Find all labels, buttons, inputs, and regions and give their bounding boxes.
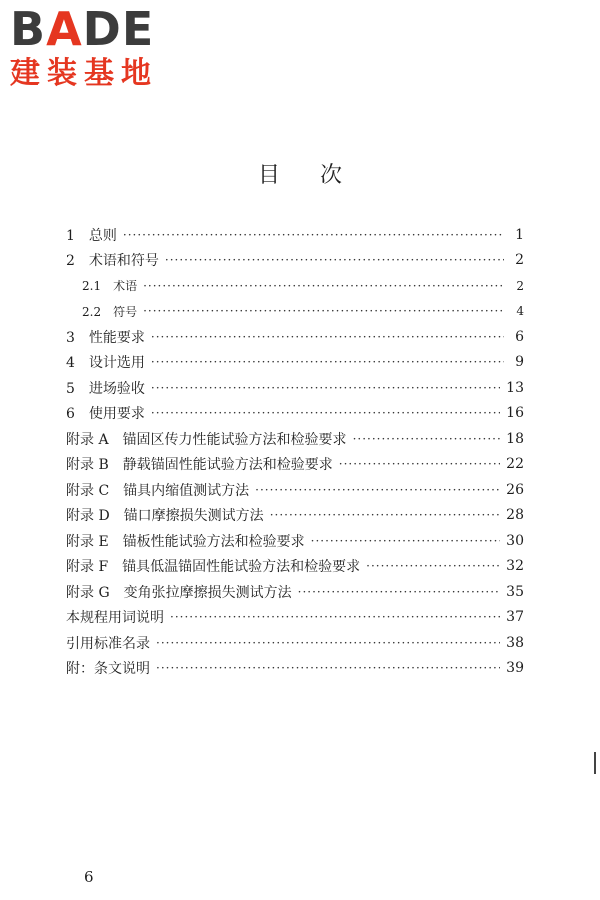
toc-entry-label: 3 性能要求: [66, 329, 145, 346]
logo-letters-de: DE: [82, 2, 155, 56]
toc-entry[interactable]: [66, 273, 524, 299]
toc-leader-dots: [170, 610, 500, 624]
toc-leader-dots: [156, 636, 500, 650]
toc-title: 目次: [257, 163, 382, 188]
toc-entry-page: 4: [516, 304, 524, 319]
toc-entry[interactable]: [66, 401, 524, 427]
bade-logo: [10, 4, 180, 92]
toc-leader-dots: [353, 432, 501, 446]
toc-entry-label: 附录 D 锚口摩擦损失测试方法: [66, 508, 264, 525]
table-of-contents: [66, 222, 524, 681]
toc-entry-label: 附录 B 静载锚固性能试验方法和检验要求: [66, 457, 333, 474]
toc-entry-label: 附录 G 变角张拉摩擦损失测试方法: [66, 584, 292, 601]
toc-entry-page: 16: [506, 405, 524, 422]
toc-entry-label: 1 总则: [66, 227, 117, 244]
toc-entry[interactable]: [66, 222, 524, 248]
toc-entry[interactable]: [66, 350, 524, 376]
toc-leader-dots: [151, 381, 500, 395]
toc-entry-page: 2: [516, 278, 524, 293]
toc-leader-dots: [311, 534, 501, 548]
toc-entry-page: 18: [506, 430, 524, 447]
toc-entry-label: 引用标准名录: [66, 635, 150, 652]
toc-entry-label: 2 术语和符号: [66, 253, 159, 270]
toc-entry[interactable]: [66, 477, 524, 503]
toc-entry[interactable]: [66, 324, 524, 350]
toc-entry-label: 附录 F 锚具低温锚固性能试验方法和检验要求: [66, 559, 361, 576]
toc-entry-page: 38: [506, 634, 524, 651]
toc-entry[interactable]: [66, 248, 524, 274]
toc-leader-dots: [255, 483, 500, 497]
toc-entry[interactable]: [66, 656, 524, 682]
toc-entry-page: 39: [506, 660, 524, 677]
toc-leader-dots: [339, 457, 500, 471]
toc-entry-page: 30: [506, 532, 524, 549]
toc-entry-page: 28: [506, 507, 524, 524]
toc-entry-label: 附录 E 锚板性能试验方法和检验要求: [66, 533, 305, 550]
toc-entry-label: 附：条文说明: [66, 661, 150, 678]
toc-leader-dots: [151, 330, 504, 344]
toc-leader-dots: [366, 559, 500, 573]
toc-entry[interactable]: [66, 452, 524, 478]
toc-leader-dots: [151, 406, 500, 420]
toc-entry[interactable]: [66, 605, 524, 631]
toc-leader-dots: [298, 585, 501, 599]
toc-entry-page: 26: [506, 481, 524, 498]
toc-entry-label: 2.1 术语: [82, 279, 138, 294]
toc-entry-label: 附录 C 锚具内缩值测试方法: [66, 482, 250, 499]
toc-entry[interactable]: [66, 528, 524, 554]
toc-entry[interactable]: [66, 503, 524, 529]
toc-entry-label: 附录 A 锚固区传力性能试验方法和检验要求: [66, 431, 347, 448]
toc-entry[interactable]: [66, 299, 524, 325]
toc-entry-label: 2.2 符号: [82, 304, 138, 319]
toc-leader-dots: [270, 508, 500, 522]
toc-entry-label: 4 设计选用: [66, 355, 145, 372]
toc-leader-dots: [143, 304, 504, 318]
toc-entry-page: 9: [515, 354, 524, 371]
toc-leader-dots: [123, 228, 504, 242]
toc-entry-label: 本规程用词说明: [66, 610, 164, 627]
toc-entry[interactable]: [66, 579, 524, 605]
logo-letter-b: B: [10, 2, 47, 56]
toc-leader-dots: [151, 355, 504, 369]
toc-entry-label: 5 进场验收: [66, 380, 145, 397]
logo-chinese-text: 建装基地: [10, 56, 158, 91]
toc-entry[interactable]: [66, 630, 524, 656]
toc-entry[interactable]: [66, 375, 524, 401]
toc-entry-page: 37: [506, 609, 524, 626]
logo-wordmark: [10, 4, 180, 54]
toc-entry[interactable]: [66, 554, 524, 580]
page-number: 6: [84, 868, 94, 886]
toc-entry-page: 22: [506, 456, 524, 473]
logo-letter-a: A: [46, 2, 83, 56]
toc-entry-page: 2: [515, 252, 524, 269]
toc-entry[interactable]: [66, 426, 524, 452]
toc-entry-page: 13: [506, 379, 524, 396]
scan-mark: [594, 752, 596, 774]
toc-entry-page: 32: [506, 558, 524, 575]
toc-entry-page: 35: [506, 583, 524, 600]
toc-entry-page: 1: [515, 226, 524, 243]
toc-entry-page: 6: [515, 328, 524, 345]
toc-leader-dots: [143, 279, 504, 293]
toc-leader-dots: [156, 661, 500, 675]
toc-leader-dots: [165, 253, 504, 267]
toc-entry-label: 6 使用要求: [66, 406, 145, 423]
